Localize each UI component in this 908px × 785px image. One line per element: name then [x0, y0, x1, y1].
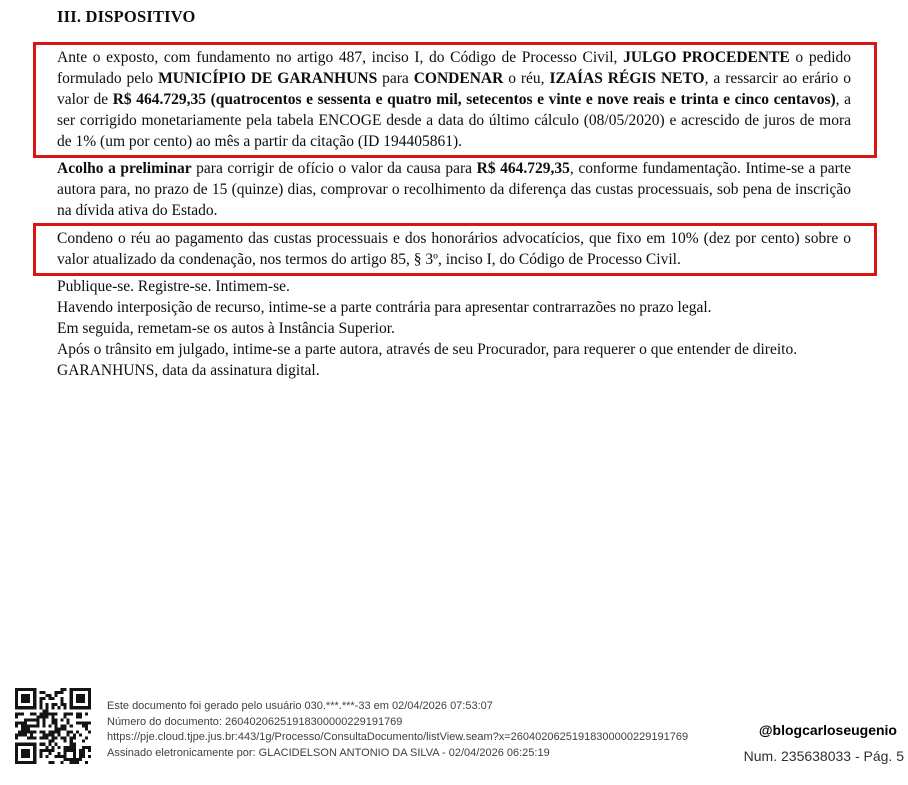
paragraph-preliminar: Acolho a preliminar para corrigir de ofício o valor da causa para R$ 464.729,35, conforme fundamentação. Intime-se a parte autora para, no prazo de 15 (quinze) dias, comprovar o recolhimento da diferença das custas processuais, sob pena de inscrição na dívida ativa do Estado.: [57, 160, 851, 219]
highlight-box-judgment: [33, 42, 877, 158]
document-body: [57, 8, 851, 381]
footer-document-number-line: Número do documento: 26040206251918300000229191769: [107, 715, 403, 728]
paragraph-costs: Condeno o réu ao pagamento das custas processuais e dos honorários advocatícios, que fixo em 10% (dez por cento) sobre o valor atualizado da condenação, nos termos do artigo 85, § 3º, inciso I, do Código de Processo Civil.: [57, 230, 851, 268]
paragraph-final-judgment: Após o trânsito em julgado, intime-se a parte autora, através de seu Procurador, para requerer o que entender de direito.: [57, 341, 798, 358]
paragraph-publish: Publique-se. Registre-se. Intimem-se.: [57, 278, 290, 295]
footer-url-line: https://pje.cloud.tjpe.jus.br:443/1g/Processo/ConsultaDocumento/listView.seam?x=26040206251918300000229191769: [107, 731, 689, 743]
section-title: III. DISPOSITIVO: [57, 7, 196, 26]
highlight-box-costs: [33, 223, 877, 276]
watermark-blog-handle: @blogcarloseugenio: [758, 722, 897, 738]
footer-metadata: [107, 699, 688, 761]
paragraph-remit: Em seguida, remetam-se os autos à Instância Superior.: [57, 320, 395, 337]
paragraph-judgment: Ante o exposto, com fundamento no artigo 487, inciso I, do Código de Processo Civil, JULGO PROCEDENTE o pedido formulado pelo MUNICÍPIO DE GARANHUNS para CONDENAR o réu, IZAÍAS RÉGIS NETO, a ressarcir ao erário o valor de R$ 464.729,35 (quatrocentos e sessenta e quatro mil, setecentos e vinte e nove reais e trinta e cinco centavos), a ser corrigido monetariamente pela tabela ENCOGE desde a data do último cálculo (08/05/2020) e acrescido de juros de mora de 1% (um por cento) ao mês a partir da citação (ID 194405861).: [57, 49, 852, 150]
footer-generated-line: Este documento foi gerado pelo usuário 030.***.***-33 em 02/04/2026 07:53:07: [107, 700, 493, 712]
paragraph-appeal: Havendo interposição de recurso, intime-se a parte contrária para apresentar contrarrazões no prazo legal.: [57, 299, 712, 316]
footer-signed-line: Assinado eletronicamente por: GLACIDELSON ANTONIO DA SILVA - 02/04/2026 06:25:19: [107, 746, 550, 759]
paragraph-signature-place: GARANHUNS, data da assinatura digital.: [57, 362, 320, 379]
qr-code: [15, 687, 91, 765]
page-number-label: Num. 235638033 - Pág. 5: [743, 748, 904, 764]
